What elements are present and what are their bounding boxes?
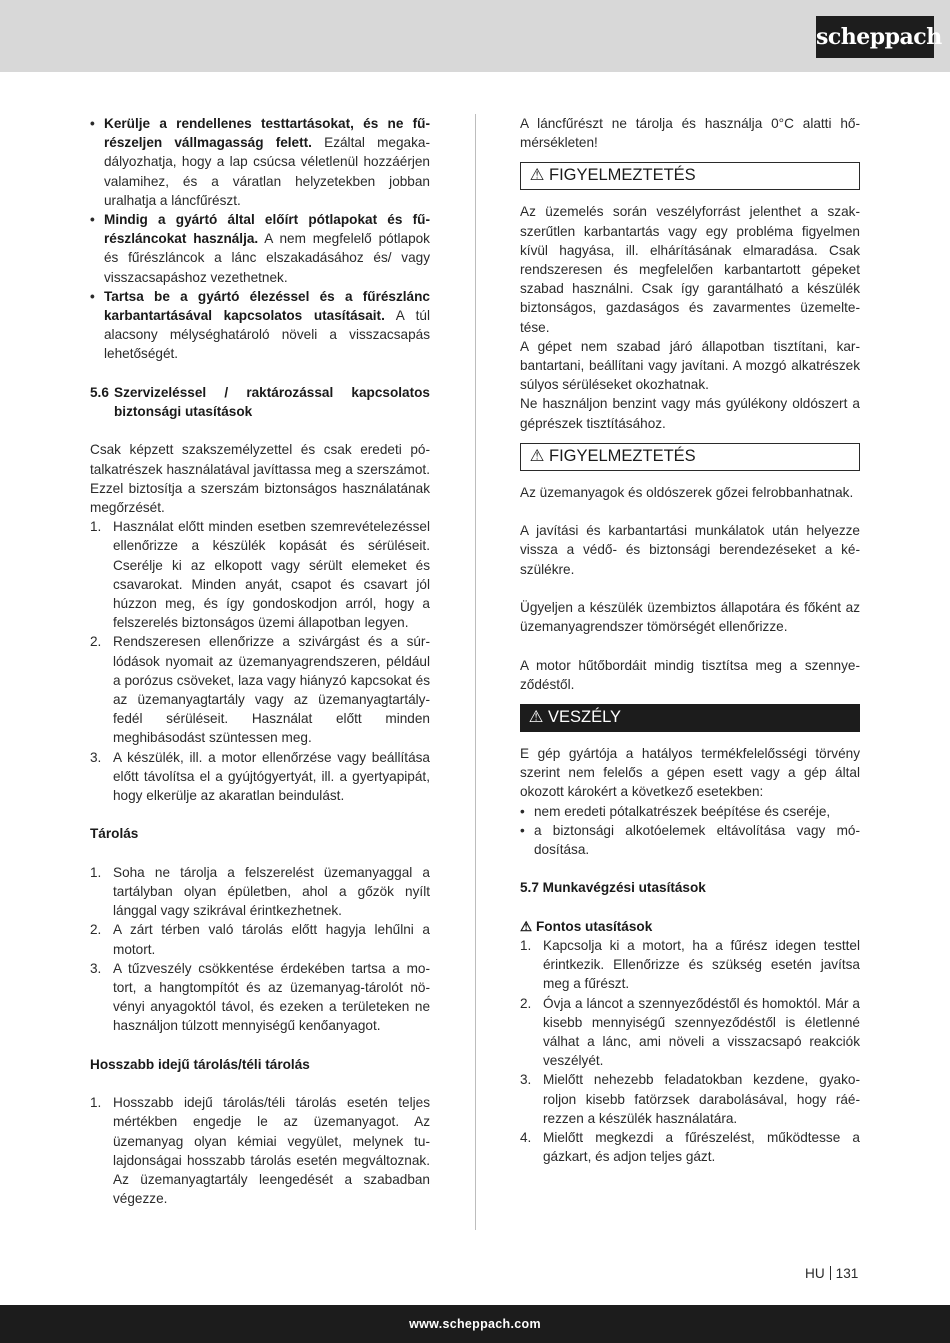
list-item: 3. A tűzveszély csökkentése érdekében tartsa a motort, a hangtompítót és az üzemanyag-tárolót növényi anyagoktól távol, és ezeken a területeken ne használjon túlzott mennyiségű kenőanyagot. <box>90 960 430 1034</box>
bullet-item: • nem eredeti pótalkatrészek beépítése és cseréje, <box>520 803 831 819</box>
paragraph: E gép gyártója a hatályos termékfelelősségi törvény szerint nem felelős a gépen esett vagy a gép által okozott károkért a következő esetekben: <box>520 746 860 800</box>
page-header <box>0 0 950 72</box>
list-item: 4. Mielőtt megkezdi a fűrészelést, működtesse a gázkart, és adjon teljes gázt. <box>520 1130 860 1165</box>
list-item: 2. Óvja a láncot a szennyeződéstől és homoktól. Már a kisebb mennyiségű szennyeződéstől is életlenné válhat a lánc, ami növeli a visszacsapó reakciók veszélyét. <box>520 995 860 1069</box>
website-link[interactable]: www.scheppach.com <box>409 1317 541 1331</box>
paragraph: Az üzemanyagok és oldószerek gőzei felrobbanhatnak. <box>520 484 854 500</box>
warning-triangle-icon: ⚠ <box>529 446 545 465</box>
warning-triangle-icon: ⚠ <box>529 166 545 185</box>
warning-box: ⚠ FIGYELMEZTETÉS <box>520 162 860 190</box>
danger-box: ⚠ VESZÉLY <box>520 704 860 732</box>
list-item: 1. Kapcsolja ki a motort, ha a fűrész idegen testtel érintkezik. Ellenőrizze és szükség esetén javítsa meg a fűrészt. <box>520 938 860 992</box>
list-item: 2. A zárt térben való tárolás előtt hagyja lehűlni a motort. <box>90 922 430 957</box>
page-number: HU 131 <box>805 1266 859 1281</box>
paragraph: A motor hűtőbordáit mindig tisztítsa meg a szennyeződéstől. <box>520 657 860 692</box>
paragraph: A javítási és karbantartási munkálatok után helyezze vissza a védő- és biztonsági berendezéseket a készülékre. <box>520 523 860 577</box>
list-item: 2. Rendszeresen ellenőrizze a szivárgást és a súrlódások nyomait az üzemanyagrendszeren, például a porózus csöveket, laza vagy hiányzó kapcsokat és az üzemanyagtartály vagy az üzemanyagtartály-fedél sérüléseit. Használat előtt minden meghibásodást szüntessen meg. <box>90 634 430 746</box>
storage-heading: Tárolás <box>90 826 139 842</box>
column-divider <box>475 114 476 1230</box>
page-footer <box>0 1305 950 1343</box>
paragraph: Ügyeljen a készülék üzembiztos állapotára és főként az üzemanyagrendszer tömörségét ellenőrizze. <box>520 600 860 635</box>
list-item: 3. A készülék, ill. a motor ellenőrzése vagy beállítása előtt távolítsa el a gyújtógyertyát, ill. a gyertyapipát, hogy elkerülje az akaratlan beindulást. <box>90 749 430 804</box>
important-heading: ⚠ Fontos utasítások <box>520 918 653 934</box>
list-item: 1. Soha ne tárolja a felszerelést üzemanyaggal a tartályban olyan épületben, ahol a gőzök nyílt lánggal vagy szikrával érintkezhetnek. <box>90 864 430 919</box>
list-item: 3. Mielőtt nehezebb feladatokban kezdene, gyakoroljon kisebb fatörzsek darabolásával, hogy ráérezzen a készülék használatára. <box>520 1072 860 1126</box>
list-item: 1. Hosszabb idejű tárolás/téli tárolás esetén teljes mértékben engedje le az üzemanyagot. Az üzemanyag olyan kémiai vegyület, melynek tulajdonságai hosszabb tárolás esetén megváltoznak. Az üzemanyagtartály leengedését a szabadban végezze. <box>90 1095 430 1207</box>
bullet-item: • Tartsa be a gyártó élezéssel és a fűrészlánc karbantartásával kapcsolatos utasításait. A túl alacsony mélységhatároló növeli a visszacsapás lehetőségét. <box>90 288 430 362</box>
section-heading: 5.6 Szervizeléssel / raktározással kapcsolatos biztonsági utasítások <box>90 384 430 420</box>
warning-box: ⚠ FIGYELMEZTETÉS <box>520 443 860 471</box>
longterm-storage-heading: Hosszabb idejű tárolás/téli tárolás <box>90 1056 310 1072</box>
scheppach-logo: scheppach <box>816 16 934 58</box>
paragraph: A gépet nem szabad járó állapotban tisztítani, karbantartani, beállítani vagy javítani. A mozgó alkatrészek súlyos sérüléseket okozhatnak. <box>520 338 860 393</box>
paragraph: Ne használjon benzint vagy más gyúlékony oldószert a géprészek tisztításához. <box>520 396 860 431</box>
intro-paragraph: Csak képzett szakszemélyzettel és csak eredeti pótalkatrészek használatával javíttassa meg a szerszámot. Ezzel biztosítja a szerszám biztonságos használatának megőrzését. <box>90 442 430 516</box>
section-heading: 5.7 Munkavégzési utasítások <box>520 880 706 896</box>
bullet-item: • a biztonsági alkotóelemek eltávolítása vagy módosítása. <box>520 822 860 858</box>
list-item: 1. Használat előtt minden esetben szemrevételezéssel ellenőrizze a készülék kopását és sérüléseit. Cserélje ki az elkopott vagy sérült elemeket és csavarokat. Minden anyát, csapot és csavart jól húzzon meg, és így gondoskodjon arról, hogy a felszerelés biztonságos üzemi állapotban legyen. <box>90 519 430 631</box>
warning-triangle-icon: ⚠ <box>520 918 533 934</box>
bullet-item: • Kerülje a rendellenes testtartásokat, és ne fűrészeljen vállmagasság felett. Ezáltal megakadályozhatja, hogy a lap csúcsa véletlenül hozzáérjen valamihez, és a váratlan helyzetekben jobban uralhatja a láncfűrészt. <box>90 116 430 208</box>
left-column <box>90 114 430 1208</box>
right-column <box>520 114 860 1166</box>
bullet-item: • Mindig a gyártó által előírt pótlapokat és fűrészláncokat használja. A nem megfelelő pótlapok és fűrészláncok a lánc elszakadásához és/ vagy visszacsapáshoz vezethetnek. <box>90 212 430 285</box>
warning-triangle-icon: ⚠ <box>528 708 544 727</box>
temperature-note: A láncfűrészt ne tárolja és használja 0°C alatti hőmérsékleten! <box>520 116 860 151</box>
paragraph: Az üzemelés során veszélyforrást jelenthet a szakszerűtlen karbantartás vagy egy probléma figyelmen kívül hagyása, ill. elhárításának elmaradása. Csak rendszeresen és megfelelően karbantartott gépeket szabad használni. Csak így garantálható a készülék biztonságos, gazdaságos és zavarmentes üzemeltetése. <box>520 204 860 335</box>
